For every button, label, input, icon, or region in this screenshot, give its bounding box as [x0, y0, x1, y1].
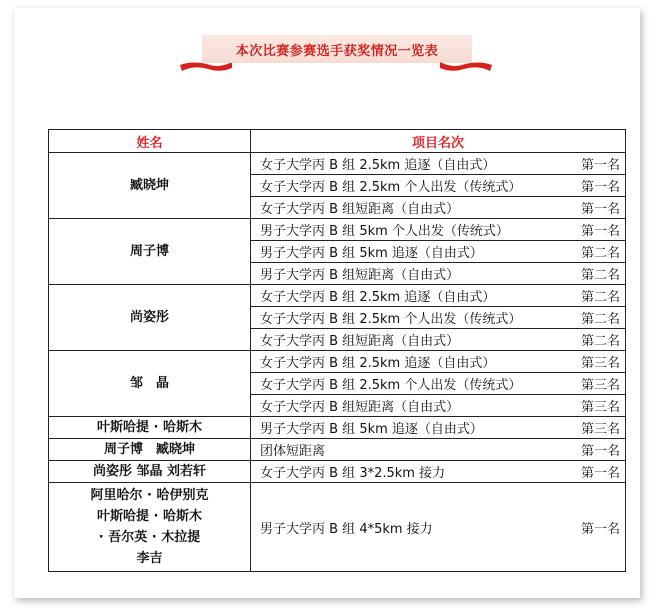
result-line: [260, 330, 620, 349]
awards-table: [48, 129, 626, 572]
result-line: [260, 418, 620, 437]
document-page: [14, 8, 640, 598]
result-cell: [251, 153, 626, 175]
result-cell: [251, 483, 626, 572]
rank-value: 第三名: [580, 422, 620, 437]
project-name: 女子大学丙 B 组 2.5km 追逐（自由式）: [260, 290, 496, 305]
rank-value: 第二名: [580, 268, 620, 283]
table-row: [49, 351, 626, 373]
athlete-name-cell: 臧晓坤: [49, 153, 251, 219]
project-name: 女子大学丙 B 组 2.5km 个人出发（传统式）: [260, 312, 522, 327]
rank-value: 第三名: [580, 400, 620, 415]
header-name: 姓名: [49, 130, 251, 153]
athlete-name-cell: 周子博 臧晓坤: [49, 439, 251, 461]
project-name: 女子大学丙 B 组 2.5km 个人出发（传统式）: [260, 378, 522, 393]
athlete-name-line: 叶斯哈提 · 哈斯木: [97, 509, 202, 524]
project-name: 女子大学丙 B 组 3*2.5km 接力: [260, 466, 446, 481]
athlete-name-cell: 邹 晶: [49, 351, 251, 417]
athlete-name-cell: [49, 483, 251, 572]
project-name: 女子大学丙 B 组短距离（自由式）: [260, 334, 460, 349]
table-row: [49, 417, 626, 439]
project-name: 男子大学丙 B 组 5km 个人出发（传统式）: [260, 224, 509, 239]
page-title: 本次比赛参赛选手获奖情况一览表: [202, 35, 472, 63]
athlete-name-cell: 尚姿彤: [49, 285, 251, 351]
athlete-name-line: 阿里哈尔 · 哈伊别克: [90, 488, 209, 503]
result-cell: [251, 329, 626, 351]
athlete-name-line: 李吉: [136, 551, 163, 566]
result-line: [260, 462, 620, 481]
result-cell: [251, 219, 626, 241]
rank-value: 第二名: [580, 246, 620, 261]
rank-value: 第三名: [580, 378, 620, 393]
project-name: 男子大学丙 B 组短距离（自由式）: [260, 268, 460, 283]
project-name: 女子大学丙 B 组 2.5km 追逐（自由式）: [260, 356, 496, 371]
result-cell: [251, 285, 626, 307]
rank-value: 第一名: [580, 466, 620, 481]
athlete-name-cell: 周子博: [49, 219, 251, 285]
result-line: [260, 242, 620, 261]
rank-value: 第一名: [580, 202, 620, 217]
header-project: 项目名次: [251, 130, 626, 153]
table-row: [49, 153, 626, 175]
result-cell: [251, 175, 626, 197]
result-line: [260, 286, 620, 305]
result-cell: [251, 373, 626, 395]
result-line: [260, 308, 620, 327]
project-name: 团体短距离: [260, 444, 326, 459]
result-cell: [251, 197, 626, 219]
project-name: 男子大学丙 B 组 5km 追逐（自由式）: [260, 422, 483, 437]
rank-value: 第一名: [580, 180, 620, 195]
table-row: [49, 483, 626, 572]
table-row: [49, 439, 626, 461]
rank-value: 第一名: [580, 224, 620, 239]
project-name: 男子大学丙 B 组 5km 追逐（自由式）: [260, 246, 483, 261]
result-cell: [251, 461, 626, 483]
project-name: 男子大学丙 B 组 4*5km 接力: [260, 521, 433, 537]
result-line: [260, 176, 620, 195]
result-line: [260, 396, 620, 415]
table-header-row: [49, 130, 626, 153]
rank-value: 第二名: [580, 334, 620, 349]
result-line: [260, 264, 620, 283]
result-cell: [251, 395, 626, 417]
athlete-name-cell: 尚姿彤 邹晶 刘若轩: [49, 461, 251, 483]
table-row: [49, 219, 626, 241]
result-line: [260, 440, 620, 459]
rank-value: 第一名: [580, 444, 620, 459]
result-cell: [251, 439, 626, 461]
result-line: [260, 352, 620, 371]
table-body: [49, 153, 626, 572]
result-cell: [251, 241, 626, 263]
result-line: [260, 154, 620, 173]
athlete-name-cell: 叶斯哈提 · 哈斯木: [49, 417, 251, 439]
rank-value: 第一名: [580, 521, 620, 537]
rank-value: 第一名: [580, 158, 620, 173]
title-banner: [176, 31, 496, 83]
rank-value: 第二名: [580, 312, 620, 327]
result-cell: [251, 263, 626, 285]
rank-value: 第三名: [580, 356, 620, 371]
result-line: [260, 374, 620, 393]
project-name: 女子大学丙 B 组短距离（自由式）: [260, 400, 460, 415]
project-name: 女子大学丙 B 组 2.5km 追逐（自由式）: [260, 158, 496, 173]
athlete-name-line: · 吾尔英 · 木拉提: [98, 530, 201, 545]
result-line: [260, 518, 620, 537]
ribbon-right-decoration: [440, 59, 492, 73]
rank-value: 第二名: [580, 290, 620, 305]
result-cell: [251, 351, 626, 373]
table-row: [49, 461, 626, 483]
project-name: 女子大学丙 B 组 2.5km 个人出发（传统式）: [260, 180, 522, 195]
project-name: 女子大学丙 B 组短距离（自由式）: [260, 202, 460, 217]
result-cell: [251, 307, 626, 329]
result-line: [260, 198, 620, 217]
result-line: [260, 220, 620, 239]
result-cell: [251, 417, 626, 439]
table-row: [49, 285, 626, 307]
